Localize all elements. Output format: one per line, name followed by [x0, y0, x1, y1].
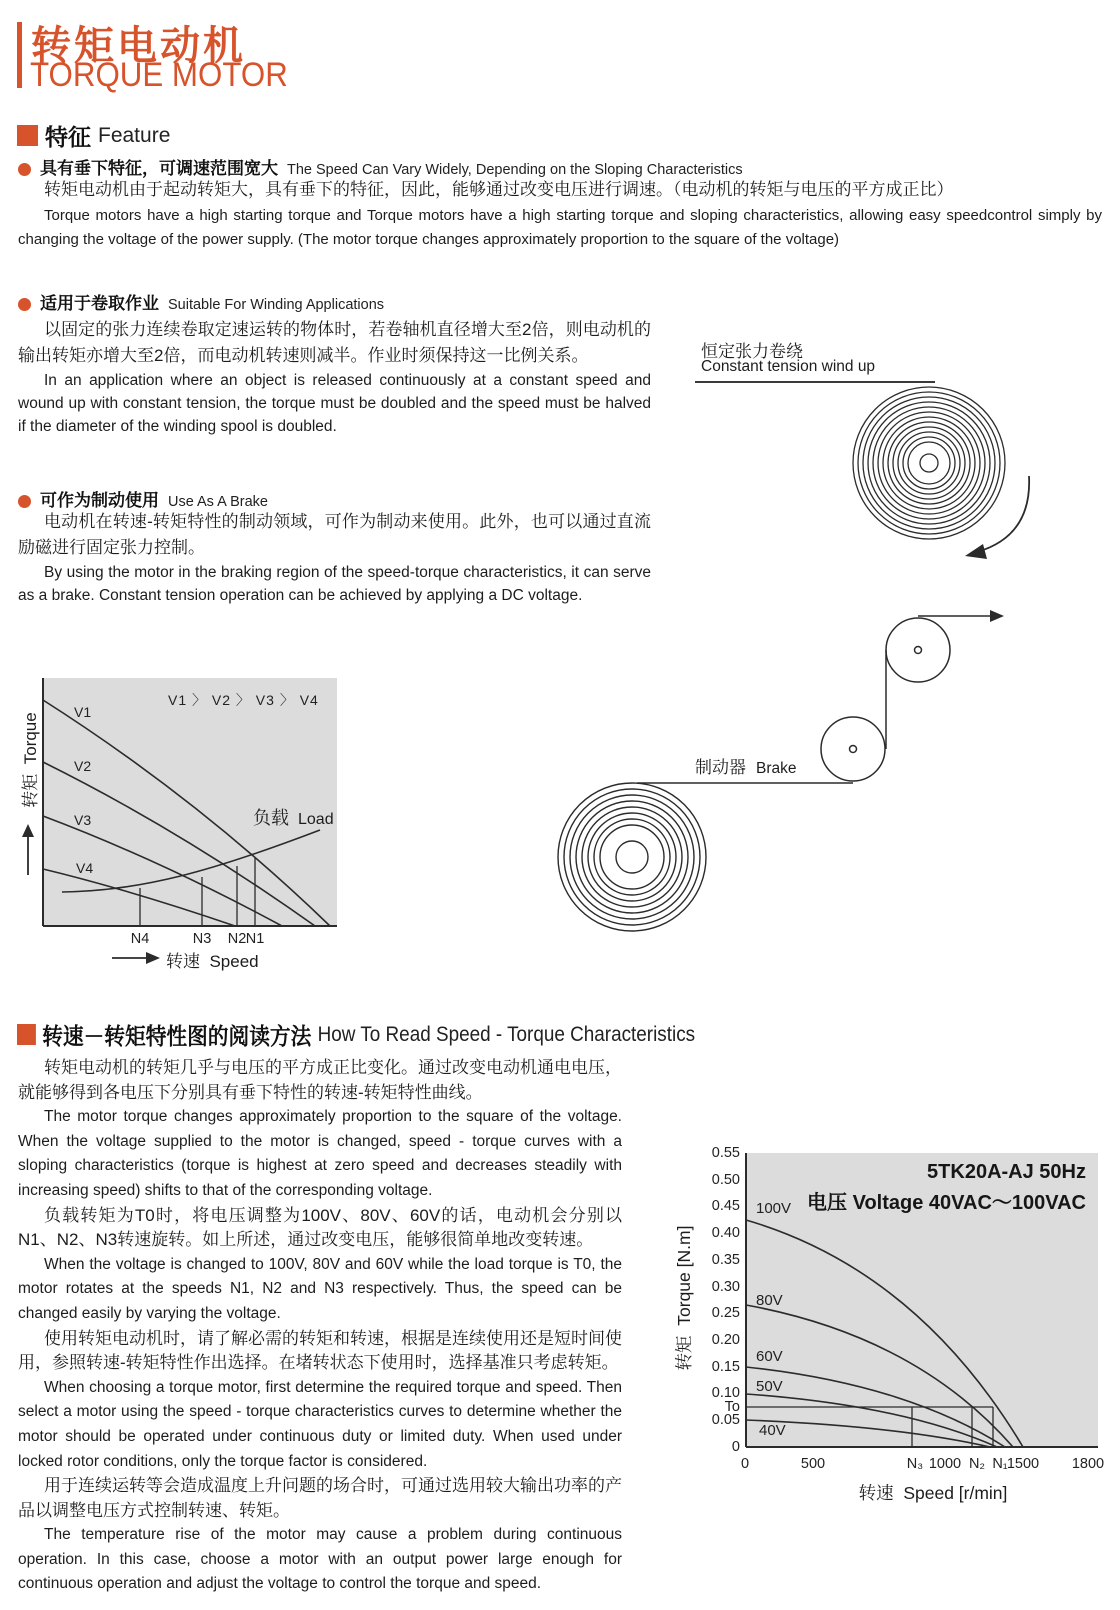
section-heading-en: Feature	[98, 123, 171, 147]
xtick-n3: N3	[192, 931, 212, 947]
bullet-title-en: The Speed Can Vary Widely, Depending on the Sloping Characteristics	[287, 162, 743, 178]
section-heading-cn: 转速－转矩特性图的阅读方法	[42, 1023, 312, 1049]
xtick-n4: N4	[130, 931, 150, 947]
bullet-icon	[18, 163, 31, 176]
curve-label-v2: V2	[74, 758, 92, 774]
ytick: 0.45	[711, 1198, 740, 1214]
bullet-icon	[18, 495, 31, 508]
ytick: 0.25	[711, 1305, 740, 1321]
tk-chart-title: 5TK20A-AJ 50Hz	[927, 1161, 1086, 1183]
page-title-cn: 转矩电动机	[31, 24, 246, 68]
ytick: 0.50	[711, 1172, 740, 1188]
xtick-1500: 1500	[1006, 1456, 1040, 1472]
load-label-cn: 负载	[253, 808, 289, 828]
xtick-n1: N1	[245, 931, 265, 947]
ytick: 0.40	[711, 1225, 740, 1241]
paragraph-cn: 负载转矩为T0时，将电压调整为100V、80V、60V的话，电动机会分别以N1、N2、N3转速旋转。如上所述，通过改变电压，能够很简单地改变转速。	[18, 1205, 622, 1250]
wind-diagram-label-en: Constant tension wind up	[701, 358, 876, 375]
xtick-n1: N₁	[992, 1456, 1008, 1472]
bullet-use-as-brake	[18, 486, 268, 511]
curve-label-40v: 40V	[759, 1422, 786, 1439]
paragraph-cn: 以固定的张力连续卷取定速运转的物体时，若卷轴机直径增大至2倍，则电动机的输出转矩亦增大至2倍，而电动机转速则减半。作业时须保持这一比例关系。	[18, 320, 651, 365]
xtick-1800: 1800	[1071, 1456, 1105, 1472]
x-axis-caption-en: Speed	[209, 952, 259, 971]
bullet-icon	[18, 298, 31, 311]
section-howto-heading	[17, 1018, 695, 1051]
wind-diagram-label-cn: 恒定张力卷绕	[701, 342, 803, 361]
load-label-en: Load	[298, 811, 334, 828]
curve-label-v3: V3	[74, 812, 92, 828]
belt-direction-arrow-icon	[990, 610, 1004, 622]
paragraph-en: The temperature rise of the motor may cause a problem during continuous operation. In this case, choose a motor with an output power large enough for continuous operation and adjust the voltage to control the torque and speed.	[18, 1526, 622, 1593]
tk-x-axis-caption-en: Speed [r/min]	[903, 1483, 1008, 1503]
paragraph-en: Torque motors have a high starting torque and Torque motors have a high starting torque and sloping characteristics, allowing easy speedcontrol simply by changing the voltage of the power supply. (The motor torque changes approximately proportion to the square of the voltage)	[18, 207, 1102, 248]
ytick: 0.55	[711, 1145, 740, 1161]
xtick-n2: N₂	[968, 1456, 986, 1472]
ytick: 0.30	[711, 1279, 740, 1295]
paragraph-en: The motor torque changes approximately proportion to the square of the voltage. When the voltage supplied to the motor is changed, speed - torque curves with a sloping characteristics (torque is highest at zero speed and decreases steadily with increasing speed) shifts to that of the corresponding voltage.	[18, 1108, 622, 1199]
section-marker-icon	[17, 1024, 36, 1045]
ytick: 0.10	[711, 1385, 740, 1401]
paragraph-en: When choosing a torque motor, first determine the required torque and speed. Then select a motor using the speed - torque characteristics curves to determine whether the motor should be operated under continuous duty or limited duty. When used under locked rotor conditions, only the torque factor is considered.	[18, 1378, 622, 1470]
tk-y-axis-caption-cn: 转矩	[674, 1335, 694, 1371]
paragraph-en: By using the motor in the braking region of the speed-torque characteristics, it can serve as a brake. Constant tension operation can be achieved by applying a DC voltage.	[18, 564, 651, 604]
header-accent-bar	[17, 22, 22, 88]
x-axis-caption-cn: 转速	[166, 952, 200, 971]
bullet-title-cn: 适用于卷取作业	[40, 294, 159, 313]
xtick-n3: N₃	[906, 1456, 924, 1472]
curve-label-100v: 100V	[756, 1200, 792, 1217]
ytick-to: To	[724, 1399, 740, 1415]
ytick: 0.20	[711, 1332, 740, 1348]
y-axis-caption-en: Torque	[21, 712, 40, 765]
xtick-0: 0	[740, 1456, 750, 1472]
y-axis-caption-cn: 转矩	[21, 773, 40, 808]
brake-label	[695, 753, 797, 778]
x-axis-arrow-icon	[112, 952, 160, 964]
curve-label-v1: V1	[74, 704, 92, 720]
section-marker-icon	[17, 125, 38, 146]
xtick-1000: 1000	[928, 1456, 962, 1472]
howto-text-column	[18, 1056, 622, 1597]
load-label	[253, 804, 334, 830]
tk-y-axis-caption	[671, 1203, 693, 1393]
x-axis-caption	[166, 947, 259, 972]
tk-x-axis-caption	[783, 1480, 1083, 1505]
brake-roll-diagram	[540, 600, 1060, 945]
ytick: 0.35	[711, 1252, 740, 1268]
tk-x-axis-caption-cn: 转速	[858, 1483, 894, 1503]
tk-chart-subtitle: 电压 Voltage 40VAC～100VAC	[807, 1192, 1086, 1214]
bullet-winding-applications	[18, 289, 384, 314]
paragraph-cn: 电动机在转速-转矩特性的制动领域，可作为制动来使用。此外，也可以通过直流励磁进行固定张力控制。	[18, 512, 651, 557]
section-feature-heading	[17, 119, 170, 152]
paragraph-en: When the voltage is changed to 100V, 80V and 60V while the load torque is T0, the motor rotates at the speeds N1, N2 and N3 respectively. Thus, the speed can be changed easily by varying the voltage.	[18, 1255, 622, 1322]
voltage-order-annotation: V1 〉 V2 〉 V3 〉 V4	[168, 692, 319, 708]
bullet-title-en: Suitable For Winding Applications	[168, 297, 385, 313]
paragraph-cn: 转矩电动机由于起动转矩大，具有垂下的特征，因此，能够通过改变电压进行调速。（电动机的转矩与电压的平方成正比）	[44, 180, 954, 199]
xtick-500: 500	[800, 1456, 826, 1472]
bullet-title-cn: 可作为制动使用	[40, 491, 159, 510]
curve-label-v4: V4	[76, 860, 94, 876]
xtick-n2: N2	[227, 931, 247, 947]
bullet-sloping-characteristics	[18, 154, 743, 179]
brake-label-en: Brake	[756, 760, 797, 777]
section-heading-en: How To Read Speed - Torque Characteristics	[317, 1022, 696, 1046]
section-heading-cn: 特征	[45, 124, 91, 150]
paragraph-en: In an application where an object is released continuously at a constant speed and wound up with constant tension, the torque must be doubled and the speed must be halved if the diameter of the winding spool is doubled.	[18, 372, 651, 435]
bullet-title-en: Use As A Brake	[168, 494, 268, 510]
paragraph-cn: 转矩电动机的转矩几乎与电压的平方成正比变化。通过改变电动机通电电压，就能够得到各电压下分别具有垂下特性的转速-转矩特性曲线。	[18, 1058, 622, 1102]
tk-y-axis-caption-en: Torque [N.m]	[674, 1225, 694, 1326]
y-axis-caption	[16, 675, 38, 845]
brake-label-cn: 制动器	[695, 758, 746, 777]
paragraph-cn: 用于连续运转等会造成温度上升问题的场合时，可通过选用较大输出功率的产品以调整电压方式控制转速、转矩。	[18, 1476, 622, 1520]
wind-roll-diagram	[845, 378, 1065, 578]
ytick: 0	[731, 1439, 740, 1455]
bullet-title-cn: 具有垂下特征，可调速范围宽大	[40, 159, 278, 178]
paragraph-cn: 使用转矩电动机时，请了解必需的转矩和转速，根据是连续使用还是短时间使用，参照转速-转矩特性作出选择。在堵转状态下使用时，选择基准只考虑转矩。	[18, 1328, 622, 1373]
curve-label-50v: 50V	[756, 1378, 783, 1395]
ytick: 0.15	[711, 1359, 740, 1375]
curve-label-60v: 60V	[756, 1348, 783, 1365]
curve-label-80v: 80V	[756, 1292, 783, 1309]
page-title-en: TORQUE MOTOR	[30, 56, 288, 94]
ytick: 0.05	[711, 1412, 740, 1428]
